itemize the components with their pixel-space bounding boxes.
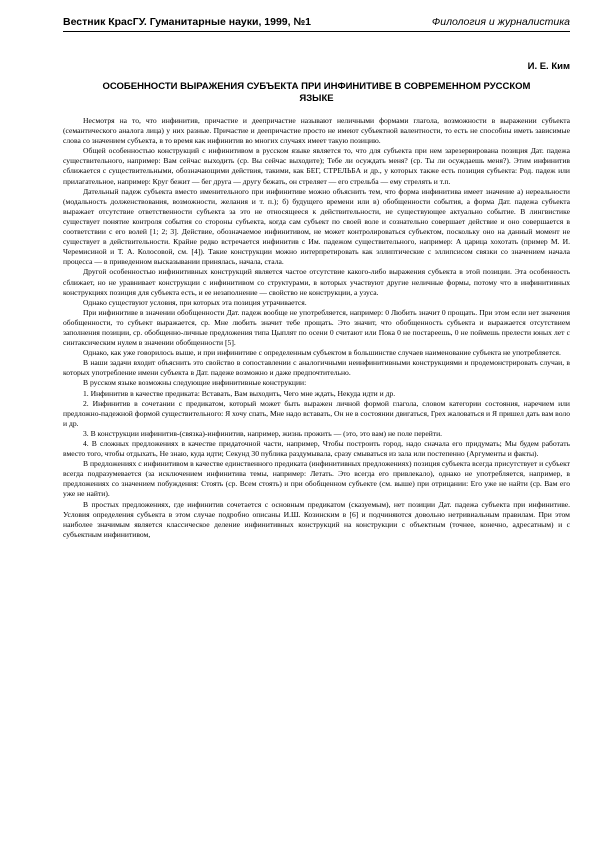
list-item: 3. В конструкции инфинитив-(связка)-инфинитив, например, жизнь прожить — (это, это вам) не поле перейти. bbox=[83, 428, 443, 438]
body-paragraph: Однако, как уже говорилось выше, и при инфинитиве с определенным субъектом в большинстве случаев наименование субъекта не употребляется. bbox=[83, 348, 561, 358]
article-body bbox=[63, 116, 570, 540]
running-header bbox=[63, 16, 570, 32]
body-paragraph: Однако существуют условия, при которых эта позиция утрачивается. bbox=[83, 297, 307, 307]
list-item: 1. Инфинитив в качестве предиката: Вставать, Вам выходить, Чего мне ждать, Некуда идти и др. bbox=[83, 388, 396, 398]
section-title: Филология и журналистика bbox=[431, 16, 570, 28]
list-item: 4. В сложных предложениях в качестве придаточной части, например, Чтобы построить город, надо сначала его придумать; Мы будем работать вместо того, чтобы отдыхать, Не знаю, куда идти; Секунд 30 публика раздумывала, сразу смываться из зала или постепенно (Аргументы и факты). bbox=[63, 439, 570, 459]
body-paragraph: Дательный падеж субъекта вместо именительного при инфинитиве можно объяснить тем, что форма инфинитива имеет значение а) нереальности (модальность долженствования, возможности, желания и т. п.); б) будущего времени или в) обобщенности события, а форма Дат. падежа субъекта выражает отсутствие ответственности субъекта за это не относящееся к действительности, не существующее актуально событие. В лингвистике существует понятие контроля события со стороны субъекта, когда сам субъект по своей воле и сознательно совершает действие и оно совершается в соответствии с его волей [1; 2; 3]. Действие, обозначаемое инфинитивом, не может контролироваться субъектом, поскольку оно на данный момент не существует в действительности. Крайне редко встречается инфинитив с Им. падежом существительного, например: А царица хохотать (пример М. И. Черемисиной и Т. А. Колосовой, см. [4]). Такие конструкции можно интерпретировать как эллиптические с эллипсисом связки со значением начала процесса — в приведенном высказывании принялась, начала, стала. bbox=[63, 186, 570, 267]
article-title: ОСОБЕННОСТИ ВЫРАЖЕНИЯ СУБЪЕКТА ПРИ ИНФИНИТИВЕ В СОВРЕМЕННОМ РУССКОМ ЯЗЫКЕ bbox=[102, 81, 531, 104]
list-item: 2. Инфинитив в сочетании с предикатом, который может быть выражен личной формой глагола, словом категории состояния, наречием или предложно-падежной формой существительного: Я хочу спать, Мне надо вставать, Он не в состоянии двигаться, Грех жаловаться и Я пришел дать вам воло и др. bbox=[63, 398, 570, 428]
body-paragraph: Другой особенностью инфинитивных конструкций является частое отсутствие какого-либо выражения субъекта в этой позиции. Эта особенность сближает, но не уравнивает конструкции с инфинитивом со структурами, в которых участвуют другие неличные формы, потому что в инфинитивных конструкциях позиция для субъекта есть, и ее незаполнение — свойство не конструкции, а узуса. bbox=[63, 267, 570, 297]
journal-title: Вестник КрасГУ. Гуманитарные науки, 1999, №1 bbox=[63, 16, 312, 28]
body-paragraph: Общей особенностью конструкций с инфинитивом в русском языке является то, что для субъекта при нем зарезервирована позиция Дат. падежа существительного, например: Вам сейчас выходить (ср. Вы сейчас выходите); Тебе ли осуждать меня? (ср. Ты ли осуждаешь меня?). Этим инфинитив сближается с существительными, обозначающими действия, такими, как БЕГ, СТРЕЛЬБА и др., у которых также есть позиция субъекта: Род. падеж или прилагательное, например: Круг бежит — бег друга — другу бежать, он стреляет — его стрельба — ему стрелять и т.п. bbox=[63, 146, 570, 186]
body-paragraph: В предложениях с инфинитивом в качестве единственного предиката (инфинитивных предложениях) позиция субъекта всегда присутствует и субъект всегда подразумевается (за исключением инфинитива темы, например: Летать. Это всегда его привлекало), однако не употребляется, например, в предложениях со значением побуждения: Стоять (ср. Всем стоять) и при обобщенном субъекте (см. выше) при отрицании: Его уже не найти (ср. Вам его уже не найти). bbox=[63, 459, 570, 499]
body-paragraph: В русском языке возможны следующие инфинитивные конструкции: bbox=[83, 378, 307, 388]
body-paragraph: В простых предложениях, где инфинитив сочетается с основным предикатом (сказуемым), нет позиции Дат. падежа субъекта при инфинитиве. Условия определения субъекта в этом случае подробно описаны И.Ш. Козинским в [6] и подчиняются довольно нетривиальным правилам. При этом наиболее значимым является классическое деление инфинитивных конструкций на конструкции с объектным (точнее, конечно, адресатным) и с субъектным инфинитивом, bbox=[63, 499, 570, 539]
body-paragraph: В наши задачи входит объяснить это свойство в сопоставлении с аналогичными неинфинитивными конструкциями и продемонстрировать случаи, в которых употребление имени субъекта в Дат. падеже возможно и даже предпочтительно. bbox=[63, 358, 570, 378]
body-paragraph: При инфинитиве в значении обобщенности Дат. падеж вообще не употребляется, например: 0 Любить значит 0 прощать. При этом если нет значения обобщенности, то субъект выражается, ср. Мне любить значит тебе прощать. Это значит, что обобщенность субъекта и выражается отсутствием заполнения позиции, ср. обобщенно-личные предложения типа Цыплят по осени 0 считают или Пока 0 не постареешь, 0 не поймешь прелести юных лет с синтаксическим нулем в значении обобщенности [5]. bbox=[63, 307, 570, 348]
body-paragraph: Несмотря на то, что инфинитив, причастие и деепричастие называют неличными формами глагола, возможности в выражении субъекта (семантического аналога лица) у них разные. Причастие и деепричастие просто не имеют субъектной валентности, то есть не способны иметь зависимые слова со значением субъекта, в то время как инфинитив во многих случаях имеет такую позицию. bbox=[63, 116, 570, 146]
author-name: И. Е. Ким bbox=[527, 61, 570, 72]
